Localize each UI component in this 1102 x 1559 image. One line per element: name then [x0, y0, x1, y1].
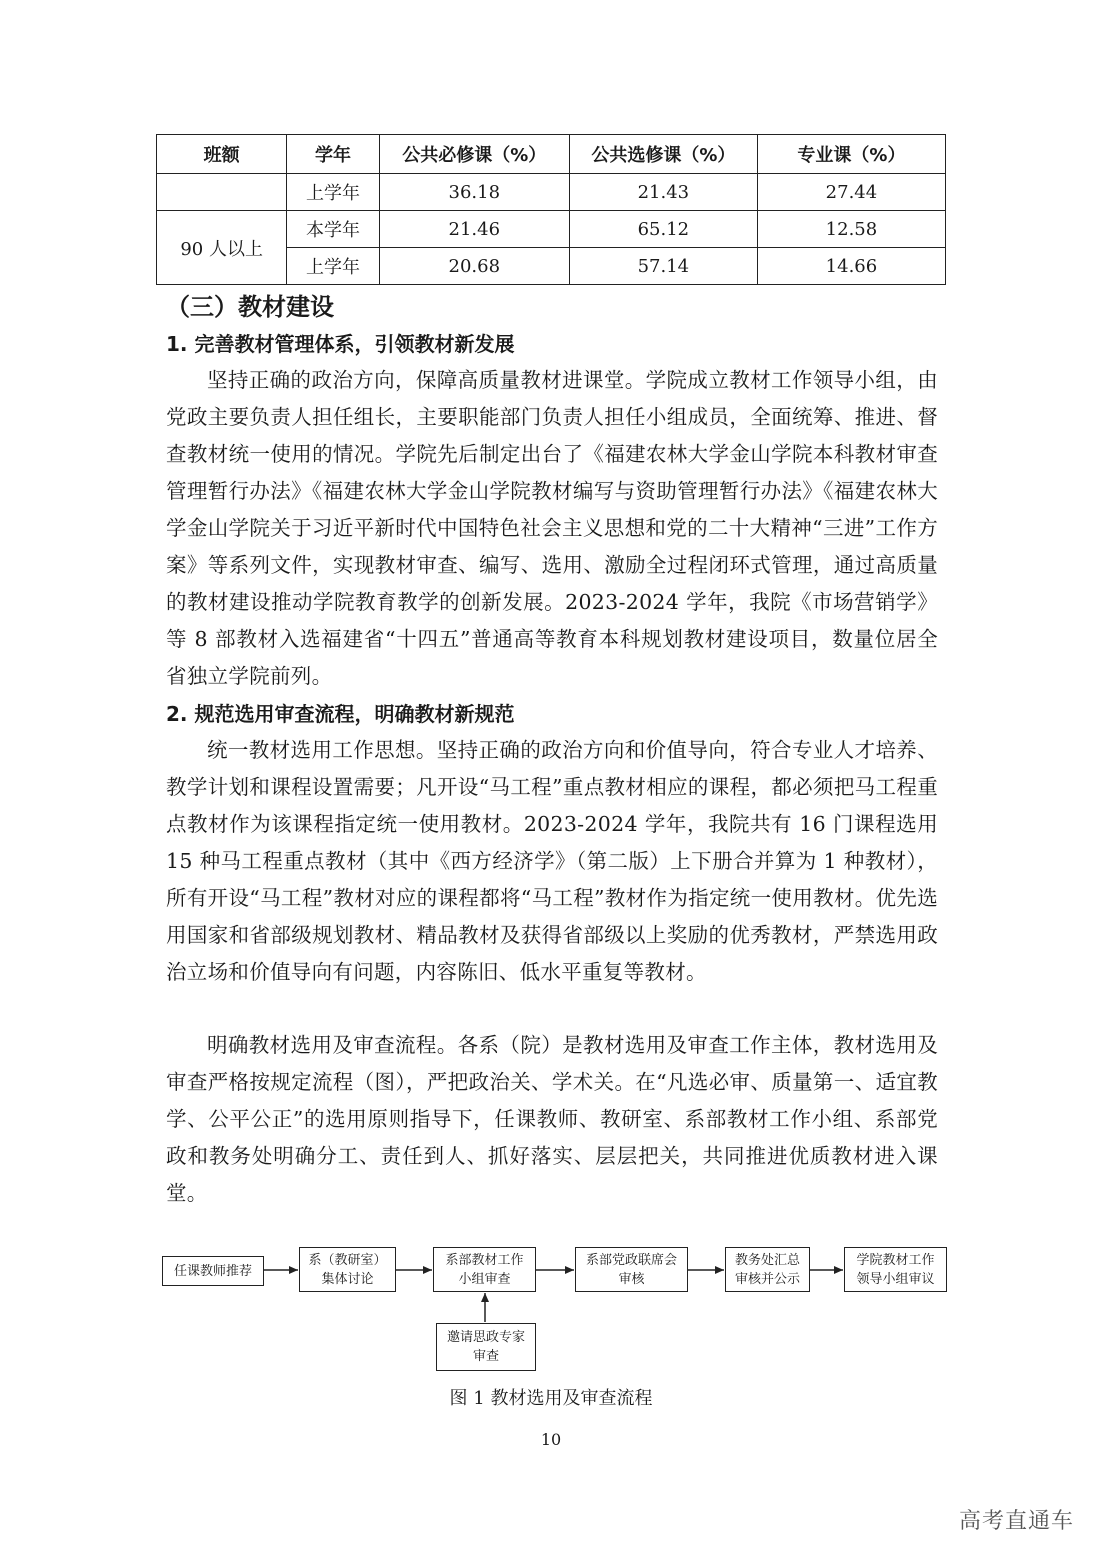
flow-step-academic-affairs	[725, 1247, 810, 1292]
header-public-required: 公共必修课（%）	[379, 135, 569, 174]
class-size-table	[156, 134, 946, 285]
cell-public-required: 36.18	[379, 174, 569, 211]
flow-step-label: 审核	[618, 1271, 645, 1287]
subsection-title-1: 1. 完善教材管理体系，引领教材新发展	[166, 332, 515, 356]
flow-step-label: 领导小组审议	[856, 1271, 935, 1287]
flow-step-label: 系部党政联席会	[585, 1252, 677, 1268]
cell-class-size	[157, 174, 287, 211]
flow-step-label: 任课教师推荐	[173, 1263, 252, 1279]
header-public-elective: 公共选修课（%）	[569, 135, 757, 174]
cell-major: 12.58	[757, 211, 945, 248]
section-title: （三）教材建设	[166, 293, 334, 321]
cell-public-required: 20.68	[379, 248, 569, 285]
flow-step-teacher-recommend	[162, 1256, 264, 1286]
flow-step-label: 审查	[472, 1349, 499, 1364]
subsection-title-2: 2. 规范选用审查流程，明确教材新规范	[166, 702, 515, 726]
header-major: 专业课（%）	[757, 135, 945, 174]
cell-public-elective: 21.43	[569, 174, 757, 211]
flow-step-material-team-review	[433, 1247, 536, 1292]
header-class-size: 班额	[157, 135, 287, 174]
flow-step-expert-review	[436, 1323, 536, 1371]
page-number: 10	[540, 1430, 562, 1449]
watermark-text: 高考直通车	[958, 1509, 1074, 1534]
cell-year: 本学年	[287, 211, 379, 248]
cell-major: 14.66	[757, 248, 945, 285]
paragraph-1: 坚持正确的政治方向，保障高质量教材进课堂。学院成立教材工作领导小组，由党政主要负责人担任组长，主要职能部门负责人担任小组成员，全面统筹、推进、督查教材统一使用的情况。学院先后制定出台了《福建农林大学金山学院本科教材审查管理暂行办法》《福建农林大学金山学院教材编写与资助管理暂行办法》《福建农林大学金山学院关于习近平新时代中国特色社会主义思想和党的二十大精神“三进”工作方案》等系列文件，实现教材审查、编写、选用、激励全过程闭环式管理，通过高质量的教材建设推动学院教育教学的创新发展。2023-2024 学年，我院《市场营销学》等 8 部教材入选福建省“十四五”普通高等教育本科规划教材建设项目，数量位居全省独立学院前列。	[166, 368, 938, 688]
flow-step-leadership-review	[844, 1247, 947, 1292]
flow-step-label: 小组审查	[458, 1271, 511, 1287]
cell-public-elective: 65.12	[569, 211, 757, 248]
flow-step-label: 邀请思政专家	[446, 1330, 525, 1345]
flow-step-party-meeting	[575, 1247, 688, 1292]
table-row	[157, 174, 946, 211]
flow-step-label: 集体讨论	[321, 1271, 374, 1287]
cell-class-size: 90 人以上	[157, 211, 287, 285]
flow-step-label: 系（教研室）	[308, 1252, 387, 1268]
flow-step-label: 系部教材工作	[445, 1252, 524, 1268]
table-header-row	[157, 135, 946, 174]
figure-caption: 图 1 教材选用及审查流程	[449, 1388, 653, 1409]
paragraph-2: 统一教材选用工作思想。坚持正确的政治方向和价值导向，符合专业人才培养、教学计划和课程设置需要；凡开设“马工程”重点教材相应的课程，都必须把马工程重点教材作为该课程指定统一使用教材。2023-2024 学年，我院共有 16 门课程选用 15 种马工程重点教材（其中《西方经济学》（第二版）上下册合并算为 1 种教材），所有开设“马工程”教材对应的课程都将“马工程”教材作为指定统一使用教材。优先选用国家和省部级规划教材、精品教材及获得省部级以上奖励的优秀教材，严禁选用政治立场和价值导向有问题，内容陈旧、低水平重复等教材。	[166, 738, 938, 984]
flow-step-label: 审核并公示	[734, 1271, 800, 1287]
cell-year: 上学年	[287, 248, 379, 285]
cell-major: 27.44	[757, 174, 945, 211]
cell-public-required: 21.46	[379, 211, 569, 248]
table-row	[157, 211, 946, 248]
header-year: 学年	[287, 135, 379, 174]
flow-step-label: 学院教材工作	[856, 1252, 935, 1268]
flow-step-group-discussion	[299, 1247, 396, 1292]
paragraph-3: 明确教材选用及审查流程。各系（院）是教材选用及审查工作主体，教材选用及审查严格按规定流程（图），严把政治关、学术关。在“凡选必审、质量第一、适宜教学、公平公正”的选用原则指导下，任课教师、教研室、系部教材工作小组、系部党政和教务处明确分工、责任到人、抓好落实、层层把关，共同推进优质教材进入课堂。	[166, 1033, 938, 1205]
cell-year: 上学年	[287, 174, 379, 211]
cell-public-elective: 57.14	[569, 248, 757, 285]
flow-step-label: 教务处汇总	[734, 1252, 800, 1268]
